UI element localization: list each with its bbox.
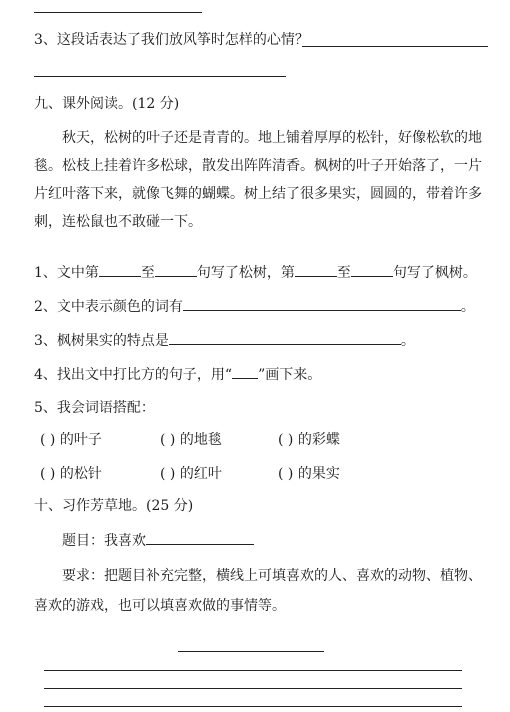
section-10-title: 十、习作芳草地。(25 分): [34, 498, 194, 514]
reading-question-2: [34, 298, 475, 315]
blank-3[interactable]: [295, 264, 337, 277]
blank-fruit[interactable]: [169, 332, 401, 345]
question-number: 3、: [34, 32, 57, 48]
reading-question-5: 5、我会词语搭配：: [34, 400, 155, 416]
q1-zhi-2: 至: [336, 265, 351, 281]
writing-line[interactable]: [44, 688, 462, 689]
q1-prefix: 1、文中第: [34, 265, 99, 281]
underline-sample: [232, 366, 258, 379]
title-writing-line[interactable]: [178, 651, 324, 652]
requirement-line-2: 喜欢的游戏，也可以填喜欢做的事情等。: [34, 598, 286, 614]
composition-topic: [62, 532, 254, 549]
requirement-line-1: 要求：把题目补充完整，横线上可填喜欢的人、喜欢的动物、植物、: [62, 568, 482, 584]
match-item[interactable]: ( ) 的叶子: [40, 432, 102, 448]
q3-prefix: 3、枫树果实的特点是: [34, 333, 169, 349]
passage-line-1: 秋天，松树的叶子还是青青的。地上铺着厚厚的松针，好像松软的地: [62, 130, 482, 146]
reading-question-3: [34, 332, 415, 349]
section-9-title: 九、课外阅读。(12 分): [34, 96, 180, 112]
blank-4[interactable]: [351, 264, 393, 277]
match-item[interactable]: ( ) 的彩蝶: [278, 432, 340, 448]
blank-1[interactable]: [99, 264, 141, 277]
blank-2[interactable]: [155, 264, 197, 277]
question-text: 这段话表达了我们放风筝时怎样的心情？: [56, 32, 309, 48]
blank-colors[interactable]: [183, 298, 461, 311]
passage-line-4: 刺，连松鼠也不敢碰一下。: [34, 214, 202, 230]
reading-question-4: [34, 366, 321, 383]
answer-line-q3b[interactable]: [34, 76, 286, 77]
question-3: [34, 32, 309, 48]
answer-line-q3a[interactable]: [302, 46, 488, 47]
match-item[interactable]: ( ) 的松针: [40, 466, 102, 482]
q4-prefix: 4、找出文中打比方的句子，用“: [34, 367, 233, 383]
answer-line-top[interactable]: [34, 12, 202, 13]
topic-blank[interactable]: [146, 532, 254, 545]
q1-zhi-1: 至: [140, 265, 155, 281]
passage-line-3: 片红叶落下来，就像飞舞的蝴蝶。树上结了很多果实，圆圆的，带着许多: [34, 186, 482, 202]
match-item[interactable]: ( ) 的红叶: [160, 466, 222, 482]
match-item[interactable]: ( ) 的地毯: [160, 432, 222, 448]
q2-suffix: 。: [460, 299, 475, 315]
q1-mid: 句写了松树，第: [196, 265, 295, 281]
q1-suffix: 句写了枫树。: [392, 265, 477, 281]
topic-prefix: 题目：我喜欢: [62, 533, 146, 549]
q4-suffix: ”画下来。: [258, 367, 322, 383]
reading-question-1: [34, 264, 477, 281]
writing-line[interactable]: [44, 670, 462, 671]
writing-line[interactable]: [44, 706, 462, 707]
q3-suffix: 。: [400, 333, 415, 349]
q2-prefix: 2、文中表示颜色的词有: [34, 299, 183, 315]
reading-passage: [34, 124, 486, 236]
passage-line-2: 毯。松枝上挂着许多松球，散发出阵阵清香。枫树的叶子开始落了，一片: [34, 158, 482, 174]
match-item[interactable]: ( ) 的果实: [278, 466, 340, 482]
